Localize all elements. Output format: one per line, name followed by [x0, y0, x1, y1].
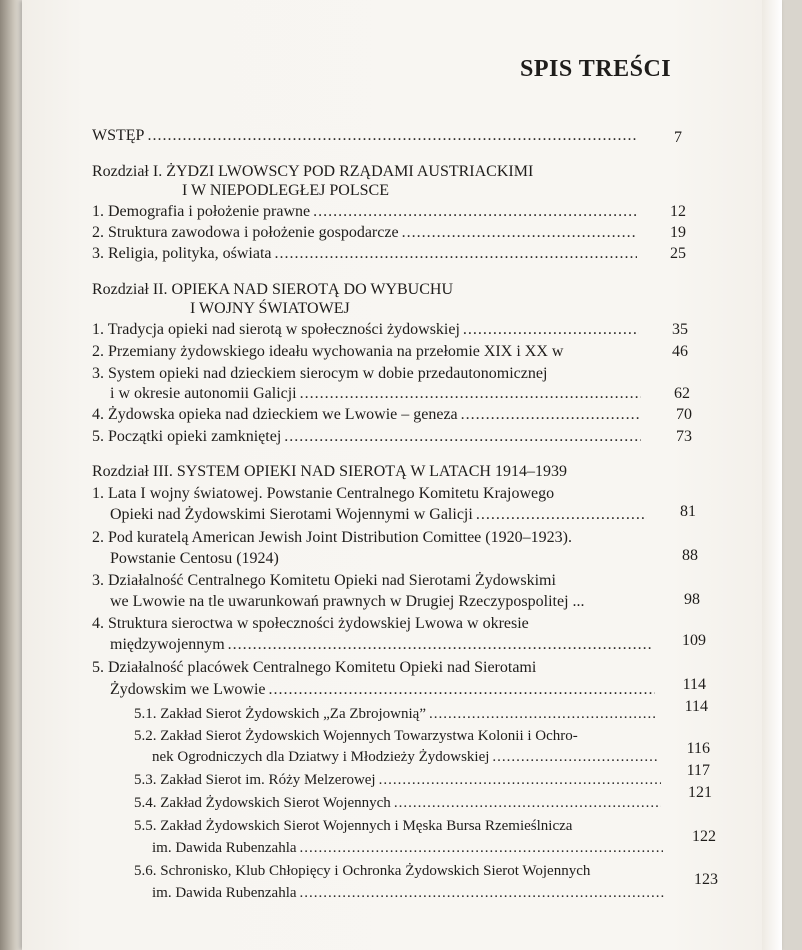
toc-entry-2-5 — [92, 427, 644, 447]
page-number: 73 — [676, 428, 692, 445]
leader-dots — [269, 680, 655, 700]
page-number: 88 — [682, 547, 698, 564]
toc-entry-5-4 — [134, 793, 664, 813]
toc-entry-3-5-line1: 5. Działalność placówek Centralnego Komitetu Opieki nad Sierotami — [92, 659, 537, 676]
leader-dots — [492, 747, 659, 767]
entry-label: im. Dawida Rubenzahla — [152, 885, 297, 901]
toc-entry-3-1-line1: 1. Lata I wojny światowej. Powstanie Centralnego Komitetu Krajowego — [92, 485, 555, 502]
toc-entry-3-5 — [110, 680, 658, 700]
page-number: 121 — [688, 784, 712, 801]
page-number: 117 — [686, 762, 710, 779]
page-number: 122 — [692, 828, 716, 845]
toc-entry-3-3-line1: 3. Działalność Centralnego Komitetu Opieki nad Sierotami Żydowskimi — [92, 572, 556, 589]
toc-entry-3-2: Powstanie Centosu (1924) — [110, 550, 279, 567]
page-number: 116 — [686, 740, 710, 757]
entry-label: i w okresie autonomii Galicji — [110, 385, 297, 402]
page-number: 46 — [672, 343, 688, 360]
page-title: SPIS TREŚCI — [520, 56, 672, 82]
entry-label: 1. Demografia i położenie prawne — [92, 203, 311, 220]
entry-label: Opieki nad Żydowskimi Sierotami Wojennymi w Galicji — [110, 506, 473, 523]
entry-label: nek Ogrodniczych dla Dziatwy i Młodzieży Żydowskiej — [152, 749, 490, 765]
page-number: 123 — [694, 871, 718, 888]
leader-dots — [275, 244, 637, 264]
toc-entry-1-3 — [92, 244, 640, 264]
page-number: 62 — [674, 385, 690, 402]
leader-dots — [284, 427, 641, 447]
entry-label: Żydowskim we Lwowie — [110, 681, 266, 698]
entry-label: międzywojennym — [110, 636, 225, 653]
chapter-1-title: Rozdział I. ŻYDZI LWOWSCY POD RZĄDAMI AUSTRIACKIMI — [92, 163, 534, 180]
page-number: 25 — [670, 245, 686, 262]
page-number: 98 — [684, 591, 700, 608]
page-number: 19 — [670, 224, 686, 241]
leader-dots — [300, 384, 641, 404]
toc-entry-5-2 — [152, 747, 662, 767]
chapter-1-title-cont: I W NIEPODLEGŁEJ POLSCE — [182, 182, 389, 199]
entry-label: 4. Żydowska opieka nad dzieckiem we Lwowie – geneza — [92, 406, 458, 423]
chapter-2-title: Rozdział II. OPIEKA NAD SIEROTĄ DO WYBUCHU — [92, 281, 454, 298]
page-number: 114 — [684, 698, 708, 715]
entry-label: 5.3. Zakład Sierot im. Róży Melzerowej — [134, 772, 376, 788]
toc-entry-5-5-line1: 5.5. Zakład Żydowskich Sierot Wojennych i Męska Bursa Rzemieślnicza — [134, 818, 573, 834]
entry-label: 3. Religia, polityka, oświata — [92, 245, 272, 262]
leader-dots — [228, 635, 653, 655]
toc-entry-3-2-line1: 2. Pod kuratelą American Jewish Joint Distribution Comittee (1920–1923). — [92, 529, 572, 546]
entry-label: 5.1. Zakład Sierot Żydowskich „Za Zbrojownią” — [134, 706, 427, 722]
page-number: 7 — [674, 129, 682, 146]
leader-dots — [476, 505, 647, 525]
entry-label: 2. Przemiany żydowskiego ideału wychowania na przełomie XIX i XX w — [92, 343, 564, 360]
leader-dots — [402, 223, 637, 243]
chapter-3-title: Rozdział III. SYSTEM OPIEKI NAD SIEROTĄ W LATACH 1914–1939 — [92, 463, 567, 480]
page-number: 70 — [676, 406, 692, 423]
entry-label: 5. Początki opieki zamkniętej — [92, 428, 282, 445]
leader-dots — [313, 202, 637, 222]
leader-dots — [379, 770, 661, 790]
entry-label: im. Dawida Rubenzahla — [152, 840, 297, 856]
toc-entry-5-6 — [152, 883, 668, 903]
chapter-2-title-cont: I WOJNY ŚWIATOWEJ — [190, 300, 350, 317]
toc-entry-5-5 — [152, 838, 666, 858]
entry-label: 2. Struktura zawodowa i położenie gospodarcze — [92, 224, 399, 241]
leader-dots — [300, 883, 665, 903]
toc-entry-2-4 — [92, 405, 644, 425]
toc-entry-5-1 — [134, 704, 658, 724]
leader-dots — [429, 704, 655, 724]
toc-entry-5-2-line1: 5.2. Zakład Sierot Żydowskich Wojennych Towarzystwa Kolonii i Ochro- — [134, 728, 578, 744]
leader-dots — [147, 126, 637, 146]
toc-entry-1-1 — [92, 202, 640, 222]
page-number: 114 — [682, 676, 706, 693]
leader-dots — [463, 320, 639, 340]
toc-entry-1-2 — [92, 223, 640, 243]
entry-label: 1. Tradycja opieki nad sierotą w społeczności żydowskiej — [92, 321, 460, 338]
toc-entry-3-1 — [110, 505, 650, 525]
toc-entry-2-3-line1: 3. System opieki nad dzieckiem sierocym w dobie przedautonomicznej — [92, 365, 548, 382]
leader-dots — [300, 838, 663, 858]
toc-entry-5-6-line1: 5.6. Schronisko, Klub Chłopięcy i Ochronka Żydowskich Sierot Wojennych — [134, 863, 591, 879]
toc-entry-wstep — [92, 126, 640, 146]
toc-entry-3-4 — [110, 635, 656, 655]
entry-label: 5.4. Zakład Żydowskich Sierot Wojennych — [134, 795, 391, 811]
page-number: 35 — [672, 321, 688, 338]
leader-dots — [461, 405, 641, 425]
toc-entry-5-3 — [134, 770, 664, 790]
toc-entry-3-4-line1: 4. Struktura sieroctwa w społeczności żydowskiej Lwowa w okresie — [92, 615, 529, 632]
toc-entry-2-3 — [110, 384, 644, 404]
page-number: 12 — [670, 203, 686, 220]
toc-entry-3-3: we Lwowie na tle uwarunkowań prawnych w Drugiej Rzeczypospolitej ... — [110, 593, 585, 610]
toc-entry-2-1 — [92, 320, 642, 340]
toc-entry-2-2 — [92, 342, 644, 362]
entry-label: WSTĘP — [92, 127, 145, 144]
page-number: 109 — [682, 632, 706, 649]
page-number: 81 — [680, 503, 696, 520]
leader-dots — [394, 793, 661, 813]
